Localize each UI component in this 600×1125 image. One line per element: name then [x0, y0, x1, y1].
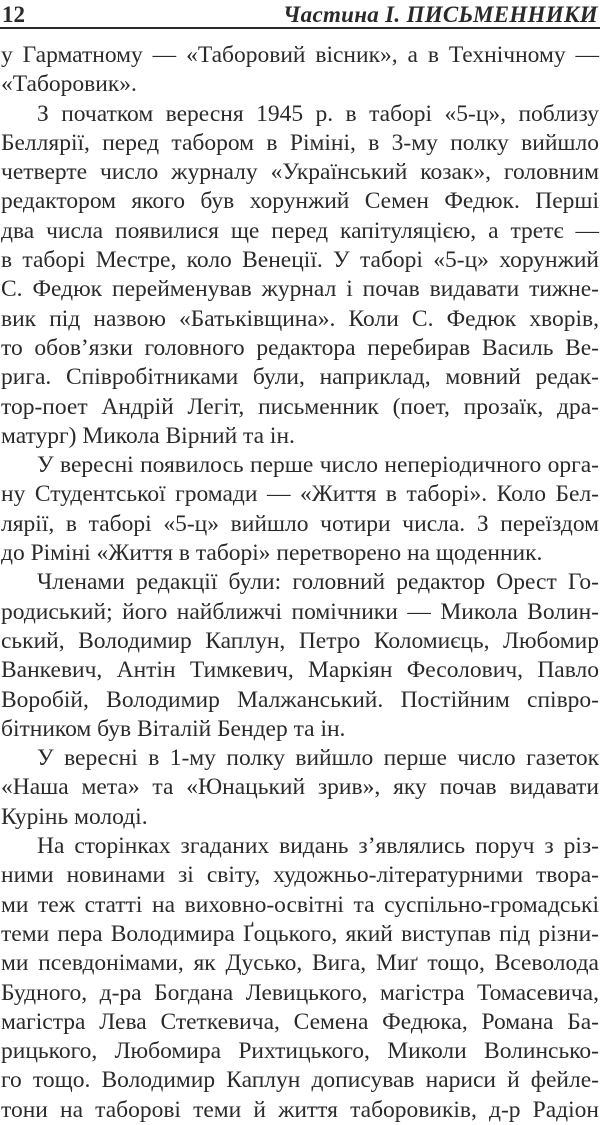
paragraph	[1, 451, 599, 568]
text-line: тони на таборові теми й життя таборовиків, д-р Радіон	[1, 1096, 599, 1123]
text-line: Членами редакції були: головний редактор Орест Го-	[37, 569, 599, 596]
text-line: магістра Лева Стеткевича, Семена Федюка, Романа Ба-	[1, 1008, 599, 1035]
running-title: Частина I. ПИСЬМЕННИКИ	[283, 2, 598, 27]
page-number: 12	[2, 2, 25, 27]
text-line: Воробій, Володимир Малжанський. Постійним співро-	[1, 686, 599, 713]
text-line: Ванкевич, Антін Тимкевич, Маркіян Фесолович, Павло	[1, 657, 599, 684]
text-line: У вересні в 1-му полку вийшло перше число газеток	[37, 745, 599, 772]
text-line: ми псевдонімами, як Дусько, Вига, Миґ тощо, Всеволода	[1, 950, 599, 977]
text-line: Будного, д-ра Богдана Левицького, магістра Томасевича,	[1, 979, 599, 1006]
text-line: два числа появилися ще перед капітуляцією, а третє —	[1, 217, 599, 244]
paragraph	[1, 100, 599, 452]
paragraph	[1, 41, 599, 100]
text-line: «Наша мета» та «Юнацький зрив», яку почав видавати	[1, 774, 599, 801]
text-line: лярії, в таборі «5-ц» вийшло чотири числа. З переїздом	[1, 510, 599, 537]
text-line: то обов’язки головного редактора перебирав Василь Ве-	[1, 334, 599, 361]
text-line: редактором якого був хорунжий Семен Федюк. Перші	[1, 188, 599, 215]
text-line: бітником був Віталій Бендер та ін.	[1, 715, 346, 742]
text-line: четверте число журналу «Український козак», головним	[1, 159, 599, 186]
text-line: На сторінках згаданих видань з’являлись поруч з різ-	[37, 833, 599, 860]
running-header	[2, 0, 598, 27]
text-line: Беллярії, перед табором в Ріміні, в 3-му полку вийшло	[1, 129, 599, 156]
header-rule	[0, 27, 600, 29]
text-line: У вересні появилось перше число неперіодичного орга-	[37, 452, 599, 479]
paragraph	[1, 832, 599, 1125]
text-line: рицького, Любомира Рихтицького, Миколи Волинсько-	[1, 1038, 599, 1065]
text-line: родиський; його найближчі помічники — Микола Волин-	[1, 598, 599, 625]
text-line: ський, Володимир Каплун, Петро Коломиєць, Любомир	[1, 627, 599, 654]
text-line: Курінь молоді.	[1, 803, 148, 830]
text-line: «Таборовик».	[1, 71, 137, 98]
page-body	[1, 41, 599, 1125]
text-line: рига. Співробітниками були, наприклад, мовний редак-	[1, 364, 599, 391]
text-line: вик під назвою «Батьківщина». Коли С. Федюк хворів,	[1, 305, 599, 332]
text-line: ну Студентської громади — «Життя в таборі». Коло Бел-	[1, 481, 599, 508]
text-line: теми пера Володимира Ґоцького, який виступав під різни-	[1, 920, 599, 947]
text-line: в таборі Местре, коло Венеції. У таборі «5-ц» хорунжий	[1, 247, 599, 274]
paragraph	[1, 568, 599, 744]
text-line: матург) Микола Вірний та ін.	[1, 422, 295, 449]
text-line: го тощо. Володимир Каплун дописував нариси й фейле-	[1, 1067, 599, 1094]
text-line: тор-поет Андрій Легіт, письменник (поет, прозаїк, дра-	[1, 393, 599, 420]
text-line: до Ріміні «Життя в таборі» перетворено на щоденник.	[1, 540, 543, 567]
text-line: ми теж статті на виховно-освітні та суспільно-громадські	[1, 891, 599, 918]
paragraph	[1, 744, 599, 832]
text-line: у Гарматному — «Таборовий вісник», а в Технічному —	[1, 42, 599, 68]
text-line: С. Федюк перейменував журнал і почав видавати тижне-	[1, 276, 599, 303]
text-line: ними новинами зі світу, художньо-літературними твора-	[1, 862, 599, 889]
text-line: З початком вересня 1945 р. в таборі «5-ц», поблизу	[37, 100, 599, 127]
